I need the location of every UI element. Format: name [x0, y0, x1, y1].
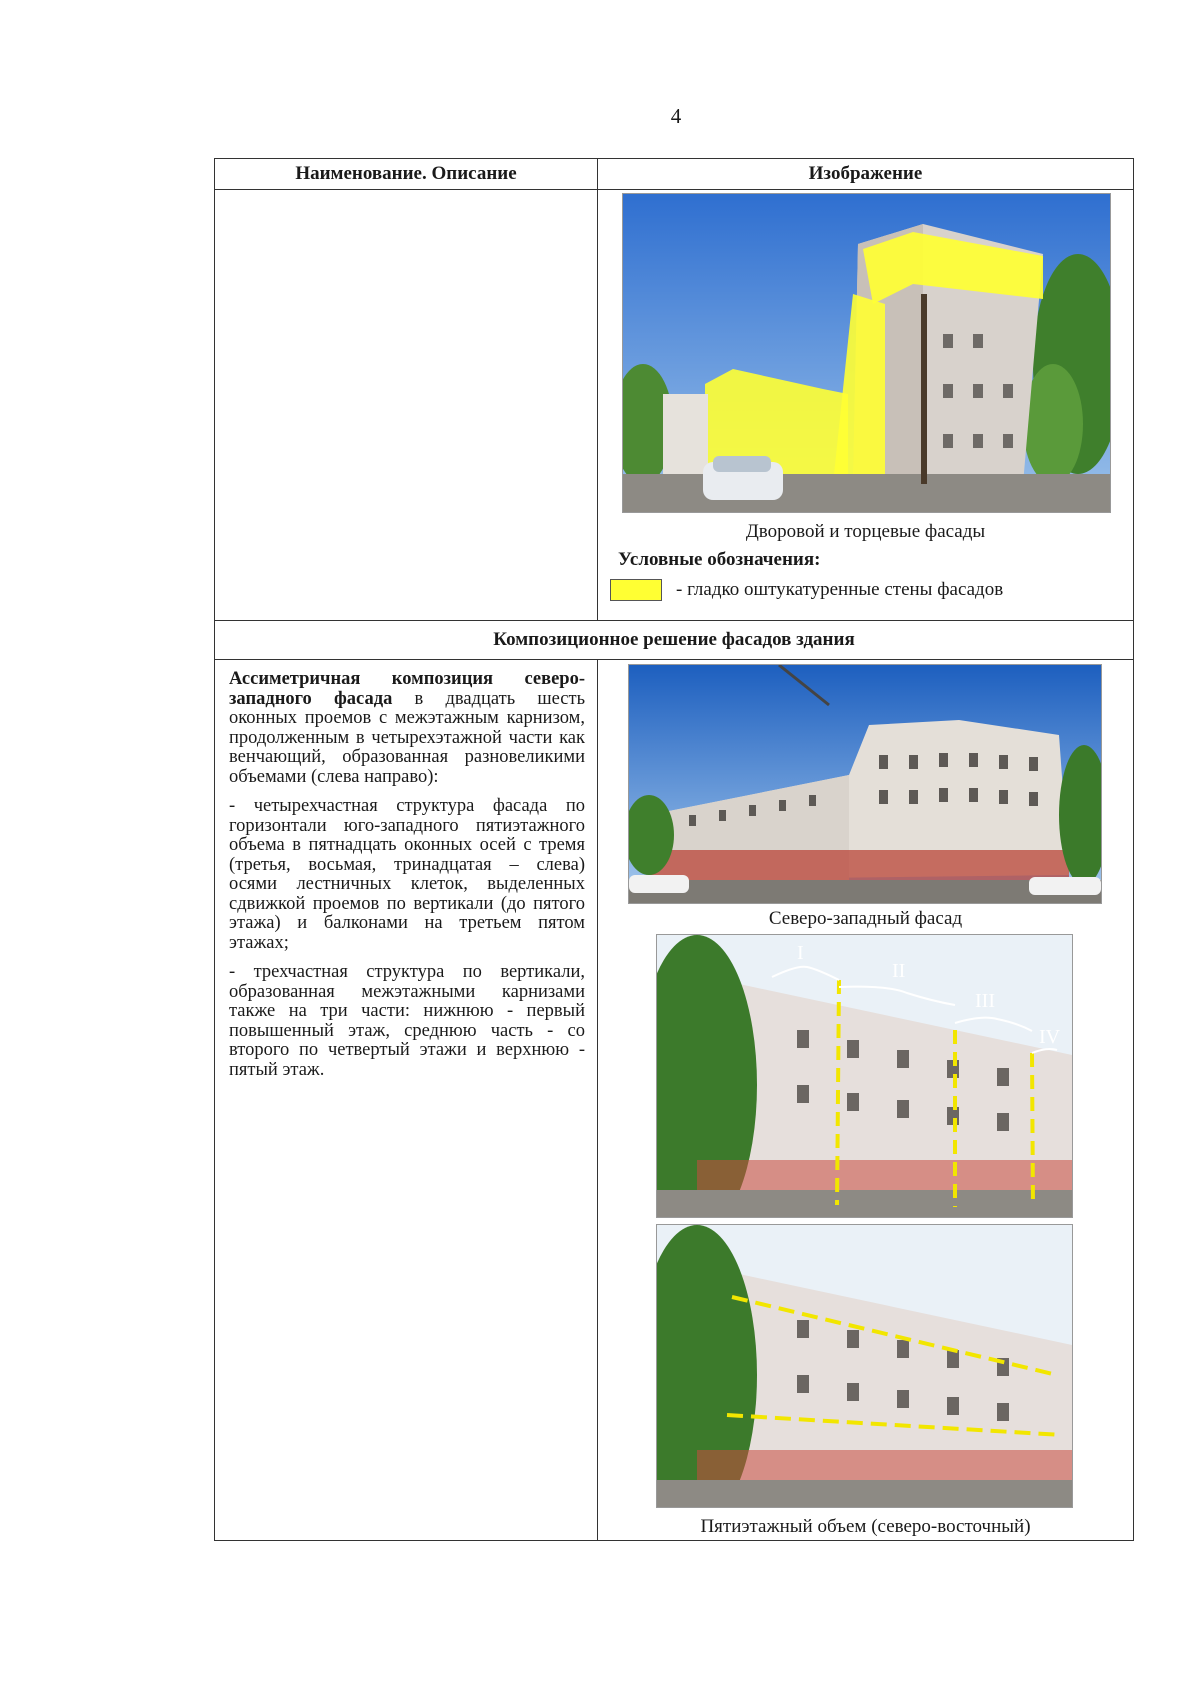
courtyard-facade-photo — [622, 193, 1111, 513]
composition-vertical-paragraph: - трехчастная структура по вертикали, образованная межэтажными карнизами также на три части: нижнюю - первый повышенный этаж, среднюю часть - со второго по четвертый этажи и верхнюю - пятый этаж. — [229, 962, 585, 1080]
legend-item — [610, 579, 1133, 601]
legend-item-text: - гладко оштукатуренные стены фасадов — [676, 579, 1004, 600]
composition-lead-paragraph — [229, 670, 585, 787]
section-row — [215, 621, 1134, 660]
courtyard-image-cell — [598, 190, 1134, 621]
table-row-courtyard — [215, 190, 1134, 621]
composition-description-cell — [215, 660, 598, 1541]
northwest-facade-photo — [628, 664, 1102, 904]
courtyard-description-cell — [215, 190, 598, 621]
courtyard-photo-caption: Дворовой и торцевые фасады — [745, 521, 986, 542]
division-label-iii: III — [975, 990, 995, 1012]
section-title: Композиционное решение фасадов здания — [215, 621, 1134, 660]
legend-swatch-yellow — [610, 579, 662, 601]
header-name-description: Наименование. Описание — [215, 159, 598, 190]
facade-table — [214, 158, 1134, 1541]
table-header-row — [215, 159, 1134, 190]
header-image: Изображение — [598, 159, 1134, 190]
page-number: 4 — [670, 104, 682, 128]
legend-title: Условные обозначения: — [618, 549, 821, 570]
five-storey-photo-caption: Пятиэтажный объем (северо-восточный) — [700, 1516, 1031, 1537]
northwest-photo-caption: Северо-западный фасад — [768, 908, 963, 929]
lead-rest-text: в двадцать шесть оконных проемов с межэтажным карнизом, продолженным в четырехэтажной части как венчающий, образованная разновеликими объемами (слева направо): — [229, 688, 586, 787]
lead-bold-text: Ассиметричная композиция северо-западного фасада — [229, 669, 585, 709]
horizontal-divisions-photo — [656, 934, 1073, 1218]
table-row-composition — [215, 660, 1134, 1541]
division-label-ii: II — [892, 960, 906, 982]
composition-image-cell — [598, 660, 1134, 1541]
five-storey-volume-photo — [656, 1224, 1073, 1508]
division-label-iv: IV — [1039, 1026, 1061, 1048]
division-label-i: I — [797, 942, 804, 964]
composition-horizontal-paragraph: - четырехчастная структура фасада по горизонтали юго-западного пятиэтажного объема в пятнадцать оконных осей с тремя (третья, восьмая, тринадцатая – слева) осями лестничных клеток, выделенных сдвижкой проемов по вертикали (до пятого этажа) и балконами на третьем пятом этажах; — [229, 796, 585, 953]
